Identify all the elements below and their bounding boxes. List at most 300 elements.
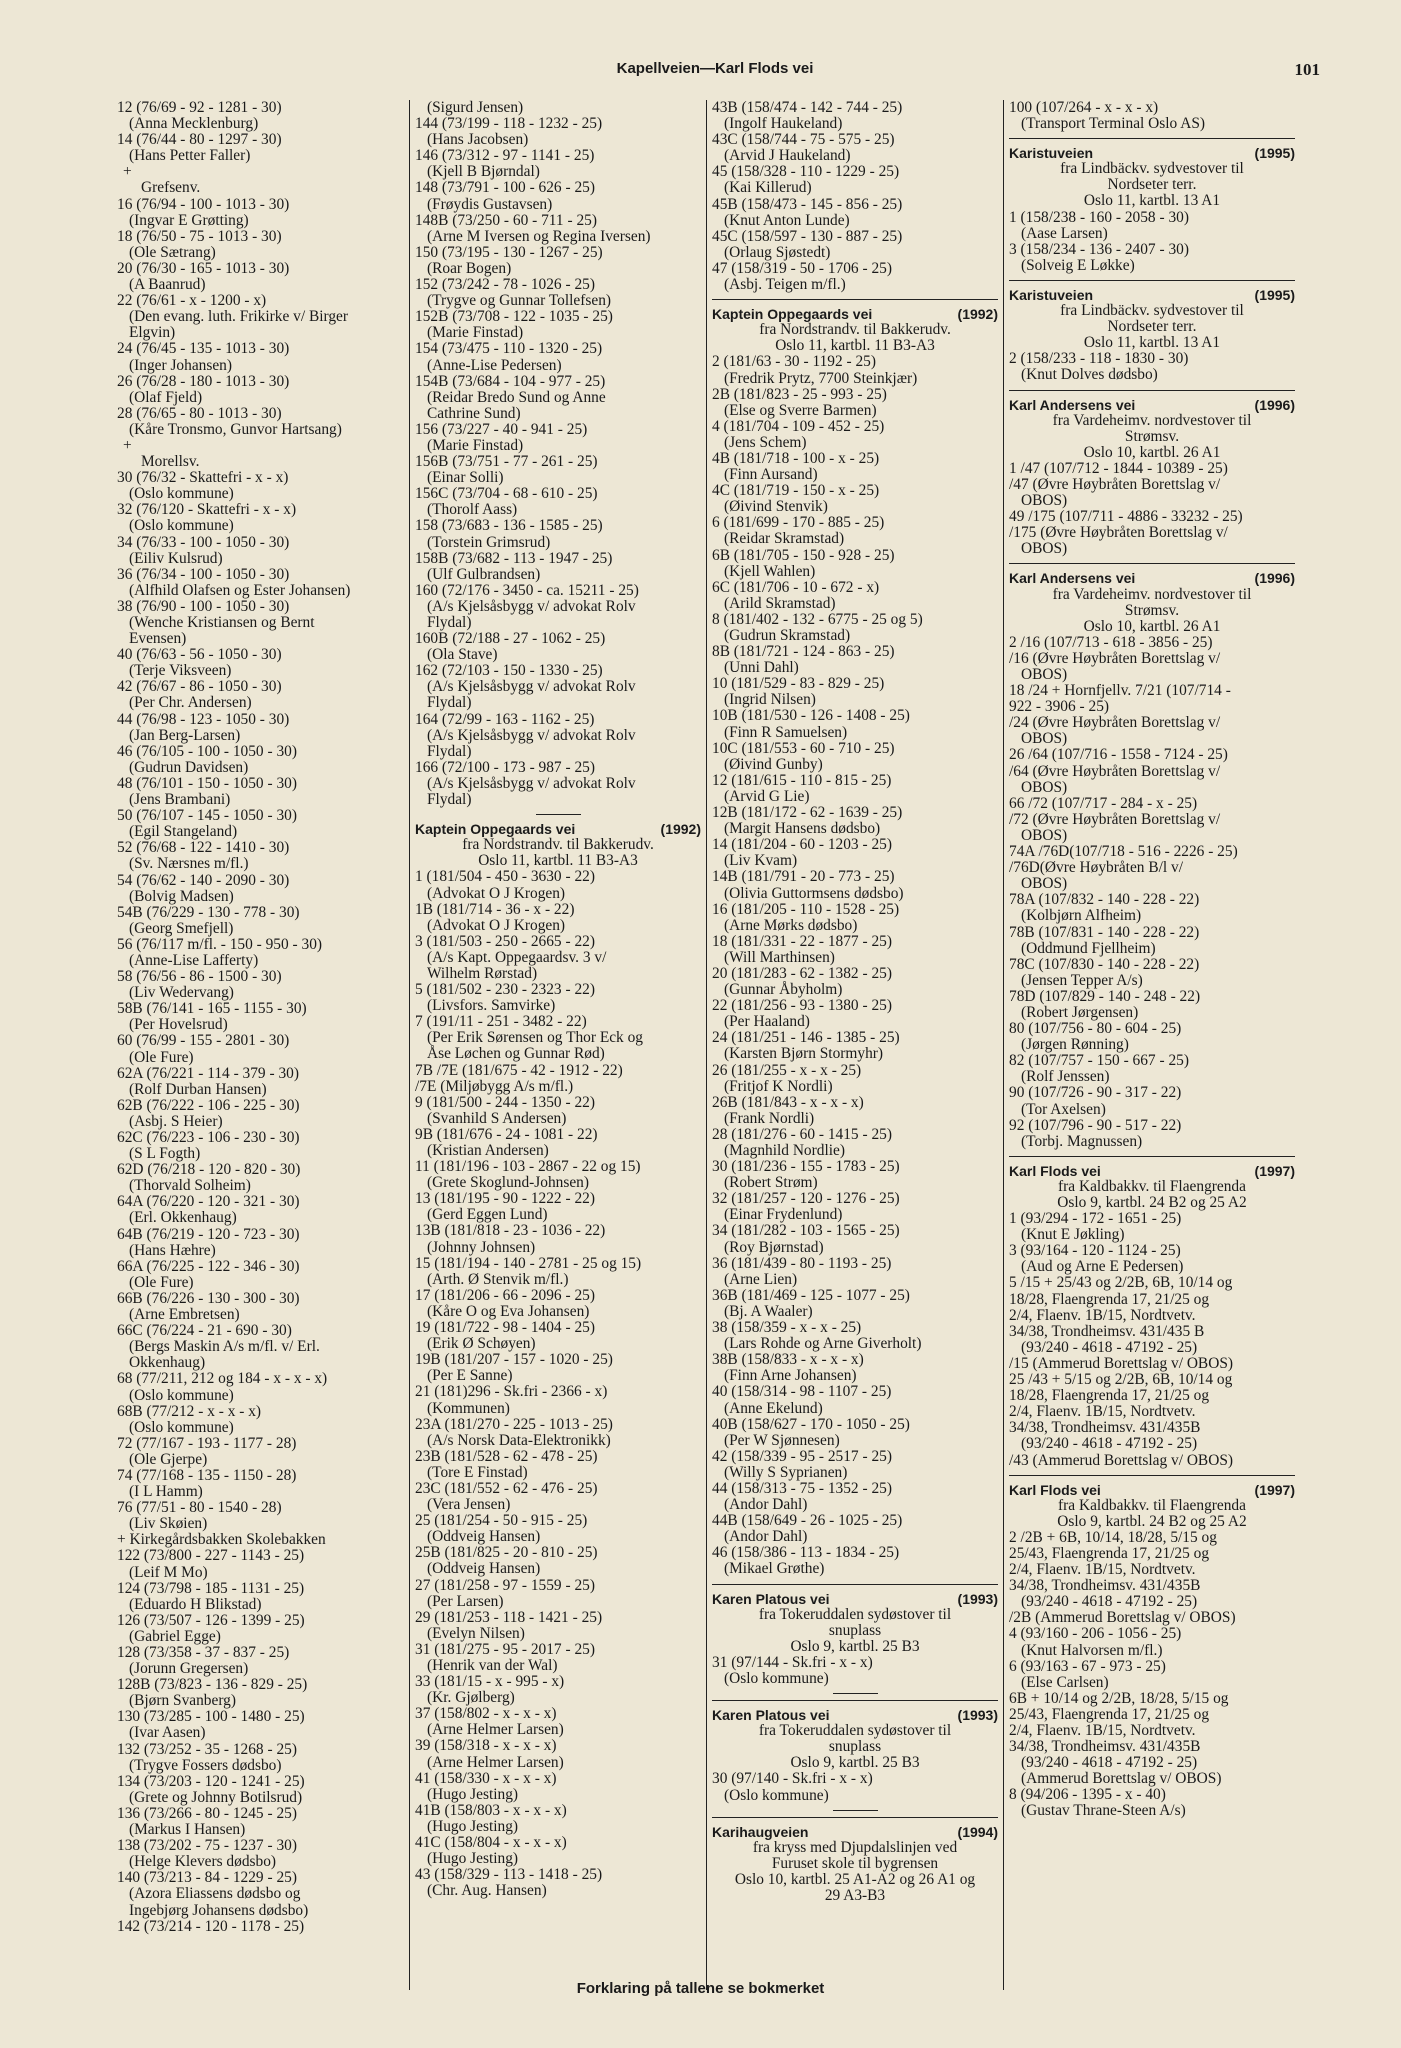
street-description: fra Vardeheimv. nordvestover til <box>1052 585 1252 603</box>
entry-line: 41B (158/803 - x - x - x) <box>415 1801 567 1819</box>
entry-line: 9 (181/500 - 244 - 1350 - 22) <box>415 1093 595 1111</box>
entry-line: (Øivind Stenvik) <box>724 498 828 516</box>
entry-line: 34/38, Trondheimsv. 431/435B <box>1009 1738 1201 1756</box>
entry-line: (Orlaug Sjøstedt) <box>724 243 831 261</box>
entry-line: 14B (181/791 - 20 - 773 - 25) <box>712 868 895 886</box>
entry-line: (Erik Ø Schøyen) <box>427 1335 536 1353</box>
entry-line: 39 (158/318 - x - x - x) <box>415 1737 557 1755</box>
entry-line: 154B (73/684 - 104 - 977 - 25) <box>415 372 606 390</box>
street-description: fra Tokeruddalen sydøstover til <box>758 1605 952 1623</box>
street-description: Furuset skole til bygrensen <box>771 1854 939 1872</box>
entry-line: 36B (181/469 - 125 - 1077 - 25) <box>712 1286 910 1304</box>
street-heading <box>1009 1163 1295 1179</box>
street-name: Kaptein Oppegaards vei <box>415 821 576 838</box>
entry-line: 8 (181/402 - 132 - 6775 - 25 og 5) <box>712 610 923 628</box>
entry-line: (Frank Nordli) <box>724 1109 815 1127</box>
entry-line: (A Baanrud) <box>129 276 206 294</box>
entry-line: 54B (76/229 - 130 - 778 - 30) <box>117 903 300 921</box>
entry-line: 34/38, Trondheimsv. 431/435B <box>1009 1577 1201 1595</box>
entry-line: 158 (73/683 - 136 - 1585 - 25) <box>415 517 603 535</box>
entry-line: 162 (72/103 - 150 - 1330 - 25) <box>415 662 603 680</box>
entry-line: 160 (72/176 - 3450 - ca. 15211 - 25) <box>415 581 639 599</box>
divider <box>536 814 581 815</box>
entry-line: 64B (76/219 - 120 - 723 - 30) <box>117 1225 300 1243</box>
entry-line: (Arvid G Lie) <box>724 787 810 805</box>
page-header <box>110 60 1320 82</box>
entry-line: 43 (158/329 - 113 - 1418 - 25) <box>415 1866 603 1884</box>
entry-line: + <box>123 436 132 454</box>
entry-line: 148B (73/250 - 60 - 711 - 25) <box>415 211 597 229</box>
entry-line: 18/28, Flaengrenda 17, 21/25 og <box>1009 1387 1210 1405</box>
street-description: Oslo 11, kartbl. 11 B3-A3 <box>478 852 638 870</box>
street-description: snuplass <box>828 1621 882 1639</box>
entry-line: 76 (77/51 - 80 - 1540 - 28) <box>117 1499 282 1517</box>
entry-line: (Knut Anton Lunde) <box>724 211 850 229</box>
entry-line: (Henrik van der Wal) <box>427 1657 558 1674</box>
entry-line: 52 (76/68 - 122 - 1410 - 30) <box>117 839 290 857</box>
entry-line: /7E (Miljøbygg A/s m/fl.) <box>415 1077 574 1095</box>
entry-line: (Per Chr. Andersen) <box>129 694 252 712</box>
entry-line: 26 (181/255 - x - x - 25) <box>712 1061 862 1079</box>
entry-line: 130 (73/285 - 100 - 1480 - 25) <box>117 1708 305 1726</box>
street-heading <box>415 821 701 837</box>
entry-line: 43B (158/474 - 142 - 744 - 25) <box>712 100 903 116</box>
divider <box>833 1810 878 1811</box>
street-description: 29 A3-B3 <box>824 1887 886 1905</box>
entry-line: (Eduardo H Blikstad) <box>129 1595 262 1613</box>
street-name: Karen Platous vei <box>712 1590 830 1607</box>
entry-line: (Kristian Andersen) <box>427 1142 549 1159</box>
entry-line: 15 (181/194 - 140 - 2781 - 25 og 15) <box>415 1254 642 1272</box>
entry-line: 14 (181/204 - 60 - 1203 - 25) <box>712 836 892 854</box>
entry-line: 74 (77/168 - 135 - 1150 - 28) <box>117 1466 297 1484</box>
entry-line: 62D (76/218 - 120 - 820 - 30) <box>117 1161 301 1179</box>
street-description: Oslo 9, kartbl. 24 B2 og 25 A2 <box>1057 1512 1247 1530</box>
entry-line: /2B (Ammerud Borettslag v/ OBOS) <box>1009 1609 1236 1627</box>
entry-line: 44B (158/649 - 26 - 1025 - 25) <box>712 1512 903 1530</box>
entry-line: 66 /72 (107/717 - 284 - x - 25) <box>1009 794 1198 812</box>
divider <box>1009 563 1295 564</box>
entry-line: 152 (73/242 - 78 - 1026 - 25) <box>415 276 595 294</box>
entry-line: 46 (76/105 - 100 - 1050 - 30) <box>117 742 297 760</box>
entry-line: 78A (107/832 - 140 - 228 - 22) <box>1009 891 1200 909</box>
entry-line: (Jensen Tepper A/s) <box>1021 971 1143 989</box>
entry-line: 146 (73/312 - 97 - 1141 - 25) <box>415 147 595 165</box>
entry-line: 922 - 3906 - 25) <box>1009 698 1110 716</box>
entry-line: 164 (72/99 - 163 - 1162 - 25) <box>415 710 595 728</box>
entry-line: 30 (76/32 - Skattefri - x - x) <box>117 469 289 487</box>
entry-line: (Azora Eliassens dødsbo og <box>129 1885 301 1903</box>
entry-line: 32 (76/120 - Skattefri - x - x) <box>117 501 297 519</box>
divider <box>833 1693 878 1694</box>
entry-line: 25/43, Flaengrenda 17, 21/25 og <box>1009 1705 1210 1723</box>
entry-line: (Per Hovelsrud) <box>129 1016 228 1034</box>
entry-line: (Finn Arne Johansen) <box>724 1367 857 1385</box>
entry-line: (Evelyn Nilsen) <box>427 1624 525 1642</box>
entry-line: Ingebjørg Johansens dødsbo) <box>129 1901 309 1919</box>
entry-line: (Jens Brambani) <box>129 791 231 809</box>
entry-line: (Finn R Samuelsen) <box>724 723 848 741</box>
entry-line: 34 (181/282 - 103 - 1565 - 25) <box>712 1222 900 1240</box>
entry-line: 1 (181/504 - 450 - 3630 - 22) <box>415 868 595 886</box>
entry-line: (Oddmund Fjellheim) <box>1021 939 1156 957</box>
entry-line: 19 (181/722 - 98 - 1404 - 25) <box>415 1319 595 1337</box>
entry-line: (Thorolf Aass) <box>427 501 518 519</box>
entry-line: (Øivind Gunby) <box>724 755 823 773</box>
entry-line: 25B (181/825 - 20 - 810 - 25) <box>415 1544 598 1562</box>
entry-line: (Egil Stangeland) <box>129 823 238 841</box>
entry-line: (Reidar Skramstad) <box>724 530 845 548</box>
entry-line: 2 (158/233 - 118 - 1830 - 30) <box>1009 350 1189 368</box>
entry-line: 11 (181/196 - 103 - 2867 - 22 og 15) <box>415 1158 641 1176</box>
entry-line: (Bergs Maskin A/s m/fl. v/ Erl. <box>129 1338 320 1356</box>
entry-line: + Kirkegårdsbakken Skolebakken <box>117 1531 326 1549</box>
entry-line: 2 (181/63 - 30 - 1192 - 25) <box>712 353 876 371</box>
entry-line: (Willy S Syprianen) <box>724 1463 848 1481</box>
entry-line: /24 (Øvre Høybråten Borettslag v/ <box>1009 714 1221 732</box>
entry-line: (Anne-Lise Pedersen) <box>427 356 562 374</box>
entry-line: 46 (158/386 - 113 - 1834 - 25) <box>712 1544 900 1562</box>
entry-line: /175 (Øvre Høybråten Borettslag v/ <box>1009 524 1228 542</box>
entry-line: (Einar Frydenlund) <box>724 1206 843 1224</box>
entry-line: 28 (76/65 - 80 - 1013 - 30) <box>117 404 282 422</box>
entry-line: 122 (73/800 - 227 - 1143 - 25) <box>117 1547 305 1565</box>
entry-line: 2/4, Flaenv. 1B/15, Nordtvetv. <box>1009 1403 1196 1421</box>
entry-line: (Per W Sjønnesen) <box>724 1431 840 1449</box>
entry-line: 124 (73/798 - 185 - 1131 - 25) <box>117 1579 305 1597</box>
street-heading <box>1009 287 1295 303</box>
entry-line: 128 (73/358 - 37 - 837 - 25) <box>117 1644 290 1661</box>
entry-line: Elgvin) <box>129 324 176 342</box>
street-name: Karistuveien <box>1009 286 1094 303</box>
entry-line: OBOS) <box>1021 778 1068 796</box>
street-name: Kaptein Oppegaards vei <box>712 306 873 323</box>
entry-line: 58 (76/56 - 86 - 1500 - 30) <box>117 968 282 986</box>
entry-line: 6B + 10/14 og 2/2B, 18/28, 5/15 og <box>1009 1689 1229 1707</box>
entry-line: 49 /175 (107/711 - 4886 - 33232 - 25) <box>1009 508 1243 526</box>
entry-line: (Jørgen Rønning) <box>1021 1036 1129 1054</box>
entry-line: (Oddveig Hansen) <box>427 1560 541 1578</box>
street-heading <box>1009 145 1295 161</box>
entry-line: (Kr. Gjølberg) <box>427 1689 515 1707</box>
entry-line: (Liv Skøien) <box>129 1515 208 1533</box>
entry-line: /76D(Øvre Høybråten B/l v/ <box>1009 859 1183 877</box>
entry-line: (Sigurd Jensen) <box>427 100 524 116</box>
entry-line: (Oslo kommune) <box>724 1670 829 1687</box>
entry-line: (Asbj. S Heier) <box>129 1112 223 1130</box>
entry-line: 26 /64 (107/716 - 1558 - 7124 - 25) <box>1009 746 1228 764</box>
entry-line: (Aud og Arne E Pedersen) <box>1021 1258 1184 1276</box>
entry-line: 78D (107/829 - 140 - 248 - 22) <box>1009 987 1201 1005</box>
street-name: Karen Platous vei <box>712 1707 830 1724</box>
entry-line: (Terje Viksveen) <box>129 662 232 680</box>
entry-line: (Leif M Mo) <box>129 1563 208 1581</box>
entry-line: (Ingolf Haukeland) <box>724 115 843 133</box>
entry-line: 144 (73/199 - 118 - 1232 - 25) <box>415 115 603 133</box>
entry-line: (Unni Dahl) <box>724 659 799 677</box>
entry-line: (Advokat O J Krogen) <box>427 884 566 902</box>
entry-line: (Roar Bogen) <box>427 259 512 277</box>
entry-line: (Ole Fure) <box>129 1273 194 1291</box>
street-year: (1996) <box>1254 396 1295 413</box>
entry-line: (A/s Kjelsåsbygg v/ advokat Rolv <box>427 726 636 744</box>
column-3 <box>706 100 1003 1990</box>
entry-line: 25/43, Flaengrenda 17, 21/25 og <box>1009 1544 1210 1562</box>
entry-line: 18 (181/331 - 22 - 1877 - 25) <box>712 932 892 950</box>
entry-line: OBOS) <box>1021 666 1068 683</box>
entry-line: 45 (158/328 - 110 - 1229 - 25) <box>712 163 900 181</box>
entry-line: (A/s Kjelsåsbygg v/ advokat Rolv <box>427 678 636 696</box>
entry-line: 9B (181/676 - 24 - 1081 - 22) <box>415 1125 598 1143</box>
entry-line: (Mikael Grøthe) <box>724 1560 825 1578</box>
entry-line: 18/28, Flaengrenda 17, 21/25 og <box>1009 1290 1210 1308</box>
street-description: fra Nordstrandv. til Bakkerudv. <box>462 836 654 854</box>
entry-line: 62A (76/221 - 114 - 379 - 30) <box>117 1064 299 1082</box>
entry-line: /64 (Øvre Høybråten Borettslag v/ <box>1009 762 1221 780</box>
street-name: Karl Andersens vei <box>1009 570 1136 587</box>
street-description: Oslo 10, kartbl. 26 A1 <box>1083 443 1221 461</box>
entry-line: (Gustav Thrane-Steen A/s) <box>1021 1802 1186 1820</box>
entry-line: (Den evang. luth. Frikirke v/ Birger <box>129 308 348 326</box>
entry-line: 21 (181)296 - Sk.fri - 2366 - x) <box>415 1383 608 1401</box>
entry-line: (Svanhild S Andersen) <box>427 1109 567 1127</box>
entry-line: 22 (181/256 - 93 - 1380 - 25) <box>712 997 892 1015</box>
entry-line: Wilhelm Rørstad) <box>427 964 538 982</box>
entry-line: 8 (94/206 - 1395 - x - 40) <box>1009 1786 1166 1804</box>
entry-line: (Arne Mørks dødsbo) <box>724 916 858 934</box>
entry-line: 160B (72/188 - 27 - 1062 - 25) <box>415 630 606 648</box>
directory-columns <box>112 100 1327 1990</box>
entry-line: 34/38, Trondheimsv. 431/435 B <box>1009 1322 1205 1340</box>
entry-line: (Oslo kommune) <box>129 1386 234 1404</box>
entry-line: 37 (158/802 - x - x - x) <box>415 1705 557 1723</box>
entry-line: (Hugo Jesting) <box>427 1785 519 1803</box>
entry-line: (Knut E Jøkling) <box>1021 1226 1125 1244</box>
entry-line: 44 (76/98 - 123 - 1050 - 30) <box>117 710 290 728</box>
entry-line: Flydal) <box>427 694 472 712</box>
entry-line: 2/4, Flaenv. 1B/15, Nordtvetv. <box>1009 1722 1196 1739</box>
entry-line: (A/s Norsk Data-Elektronikk) <box>427 1431 611 1449</box>
entry-line: (Grete Skoglund-Johnsen) <box>427 1174 589 1192</box>
entry-line: (Thorvald Solheim) <box>129 1177 251 1195</box>
entry-line: 3 (93/164 - 120 - 1124 - 25) <box>1009 1242 1181 1260</box>
entry-line: (Margit Hansens dødsbo) <box>724 820 881 838</box>
street-heading <box>1009 1482 1295 1498</box>
entry-line: 34 (76/33 - 100 - 1050 - 30) <box>117 533 290 551</box>
divider <box>712 1584 998 1585</box>
entry-line: (Reidar Bredo Sund og Anne <box>427 388 606 406</box>
entry-line: (Anne Ekelund) <box>724 1399 823 1417</box>
entry-line: 17 (181/206 - 66 - 2096 - 25) <box>415 1286 595 1304</box>
entry-line: 40 (76/63 - 56 - 1050 - 30) <box>117 646 282 664</box>
entry-line: 42 (76/67 - 86 - 1050 - 30) <box>117 678 282 696</box>
entry-line: OBOS) <box>1021 730 1068 748</box>
entry-line: (Will Marthinsen) <box>724 948 835 966</box>
entry-line: (Bolvig Madsen) <box>129 887 234 905</box>
entry-line: 166 (72/100 - 173 - 987 - 25) <box>415 758 595 776</box>
street-description: Oslo 9, kartbl. 24 B2 og 25 A2 <box>1057 1194 1247 1211</box>
entry-line: (93/240 - 4618 - 47192 - 25) <box>1021 1593 1198 1611</box>
entry-line: (Georg Smefjell) <box>129 919 234 937</box>
entry-line: 29 (181/253 - 118 - 1421 - 25) <box>415 1608 603 1626</box>
entry-line: 10B (181/530 - 126 - 1408 - 25) <box>712 707 910 725</box>
street-year: (1993) <box>957 1707 998 1724</box>
entry-line: 38B (158/833 - x - x - x) <box>712 1351 864 1369</box>
entry-line: 48 (76/101 - 150 - 1050 - 30) <box>117 774 297 792</box>
entry-line: 58B (76/141 - 165 - 1155 - 30) <box>117 1000 307 1018</box>
entry-line: 40B (158/627 - 170 - 1050 - 25) <box>712 1415 910 1433</box>
entry-line: 78C (107/830 - 140 - 228 - 22) <box>1009 955 1200 973</box>
street-description: Nordseter terr. <box>1107 318 1197 336</box>
entry-line: 54 (76/62 - 140 - 2090 - 30) <box>117 871 290 889</box>
entry-line: 64A (76/220 - 120 - 321 - 30) <box>117 1193 300 1211</box>
entry-line: (Asbj. Teigen m/fl.) <box>724 276 846 294</box>
entry-line: 5 (181/502 - 230 - 2323 - 22) <box>415 981 595 999</box>
street-description: Oslo 10, kartbl. 26 A1 <box>1083 617 1221 635</box>
entry-line: OBOS) <box>1021 826 1068 844</box>
entry-line: 7 (191/11 - 251 - 3482 - 22) <box>415 1013 587 1031</box>
entry-line: (Advokat O J Krogen) <box>427 916 566 934</box>
column-1 <box>112 100 409 1990</box>
entry-line: (Anna Mecklenburg) <box>129 115 259 133</box>
entry-line: (Ingrid Nilsen) <box>724 691 816 709</box>
entry-line: /43 (Ammerud Borettslag v/ OBOS) <box>1009 1451 1233 1469</box>
entry-line: (Gunnar Åbyholm) <box>724 981 843 999</box>
entry-line: (Else og Sverre Barmen) <box>724 401 877 419</box>
entry-line: 4B (181/718 - 100 - x - 25) <box>712 449 880 467</box>
entry-line: (Ingvar E Grøtting) <box>129 211 249 229</box>
entry-line: 66C (76/224 - 21 - 690 - 30) <box>117 1322 292 1340</box>
entry-line: (Per Haaland) <box>724 1013 810 1031</box>
entry-line: 66B (76/226 - 130 - 300 - 30) <box>117 1289 300 1307</box>
entry-line: (Marie Finstad) <box>427 436 524 454</box>
street-name: Karl Andersens vei <box>1009 396 1136 413</box>
entry-line: /72 (Øvre Høybråten Borettslag v/ <box>1009 810 1221 828</box>
entry-line: 126 (73/507 - 126 - 1399 - 25) <box>117 1611 305 1629</box>
entry-line: (Tor Axelsen) <box>1021 1100 1106 1118</box>
entry-line: (Kåre O og Eva Johansen) <box>427 1302 590 1320</box>
street-description: Oslo 9, kartbl. 25 B3 <box>790 1754 920 1772</box>
entry-line: OBOS) <box>1021 540 1068 558</box>
entry-line: (Rolf Durban Hansen) <box>129 1080 267 1098</box>
entry-line: 18 (76/50 - 75 - 1013 - 30) <box>117 227 282 245</box>
street-heading <box>712 306 998 322</box>
entry-line: (Chr. Aug. Hansen) <box>427 1882 547 1900</box>
entry-line: (93/240 - 4618 - 47192 - 25) <box>1021 1338 1198 1356</box>
entry-line: (Kai Killerud) <box>724 179 812 197</box>
entry-line: (Alfhild Olafsen og Ester Johansen) <box>129 581 351 599</box>
divider <box>712 1700 998 1701</box>
entry-line: (Hugo Jesting) <box>427 1850 519 1868</box>
street-description: fra Kaldbakkv. til Flaengrenda <box>1058 1496 1246 1514</box>
entry-line: 128B (73/823 - 136 - 829 - 25) <box>117 1676 308 1694</box>
entry-line: Okkenhaug) <box>129 1354 206 1372</box>
entry-line: 12 (181/615 - 110 - 815 - 25) <box>712 771 892 789</box>
entry-line: (Olaf Fjeld) <box>129 388 203 406</box>
entry-line: (Hans Jacobsen) <box>427 131 529 149</box>
entry-line: 8B (181/721 - 124 - 863 - 25) <box>712 643 895 661</box>
entry-line: Grefsenv. <box>141 179 201 197</box>
entry-line: 3 (181/503 - 250 - 2665 - 22) <box>415 932 595 950</box>
street-description: Oslo 11, kartbl. 13 A1 <box>1083 192 1221 210</box>
divider <box>1009 1475 1295 1476</box>
entry-line: 50 (76/107 - 145 - 1050 - 30) <box>117 807 297 825</box>
entry-line: 13 (181/195 - 90 - 1222 - 22) <box>415 1190 595 1208</box>
entry-line: 142 (73/214 - 120 - 1178 - 25) <box>117 1917 305 1935</box>
entry-line: 156B (73/751 - 77 - 261 - 25) <box>415 453 598 471</box>
column-4 <box>1003 100 1300 1990</box>
entry-line: 140 (73/213 - 84 - 1229 - 25) <box>117 1869 297 1887</box>
street-description: fra Tokeruddalen sydøstover til <box>758 1722 952 1740</box>
entry-line: (S L Fogth) <box>129 1145 201 1163</box>
entry-line: 30 (181/236 - 155 - 1783 - 25) <box>712 1158 900 1176</box>
entry-line: 152B (73/708 - 122 - 1035 - 25) <box>415 308 613 326</box>
entry-line: (Finn Aursand) <box>724 466 818 484</box>
entry-line: (Ivar Aasen) <box>129 1724 206 1742</box>
entry-line: (Ole Gjerpe) <box>129 1450 208 1468</box>
street-year: (1995) <box>1254 145 1295 162</box>
entry-line: (Jorunn Gregersen) <box>129 1660 249 1678</box>
entry-line: (Fritjof K Nordli) <box>724 1077 833 1095</box>
street-name: Karistuveien <box>1009 145 1094 162</box>
entry-line: 42 (158/339 - 95 - 2517 - 25) <box>712 1447 892 1465</box>
entry-line: 154 (73/475 - 110 - 1320 - 25) <box>415 340 603 358</box>
entry-line: (Rolf Jenssen) <box>1021 1068 1110 1086</box>
entry-line: (Bj. A Waaler) <box>724 1302 813 1320</box>
entry-line: 41 (158/330 - x - x - x) <box>415 1769 557 1787</box>
entry-line: 82 (107/757 - 150 - 667 - 25) <box>1009 1052 1189 1070</box>
street-description: fra Nordstrandv. til Bakkerudv. <box>759 321 951 339</box>
entry-line: (Wenche Kristiansen og Bernt <box>129 614 315 631</box>
entry-line: (Hugo Jesting) <box>427 1817 519 1835</box>
entry-line: 148 (73/791 - 100 - 626 - 25) <box>415 179 595 197</box>
entry-line: 16 (181/205 - 110 - 1528 - 25) <box>712 900 900 918</box>
street-name: Karl Flods vei <box>1009 1162 1101 1179</box>
entry-line: (Aase Larsen) <box>1021 224 1108 242</box>
entry-line: 78B (107/831 - 140 - 228 - 22) <box>1009 923 1200 941</box>
entry-line: (93/240 - 4618 - 47192 - 25) <box>1021 1435 1198 1453</box>
street-description: Oslo 11, kartbl. 11 B3-A3 <box>775 337 935 355</box>
entry-line: 3 (158/234 - 136 - 2407 - 30) <box>1009 240 1189 258</box>
entry-line: (Oslo kommune) <box>129 517 234 535</box>
entry-line: (Ulf Gulbrandsen) <box>427 565 541 583</box>
street-description: Strømsv. <box>1124 427 1180 445</box>
entry-line: 136 (73/266 - 80 - 1245 - 25) <box>117 1804 297 1822</box>
entry-line: (Ole Sætrang) <box>129 243 216 261</box>
entry-line: (Per E Sanne) <box>427 1367 513 1385</box>
entry-line: (Fredrik Prytz, 7700 Steinkjær) <box>724 369 918 387</box>
entry-line: 27 (181/258 - 97 - 1559 - 25) <box>415 1576 595 1594</box>
entry-line: Morellsv. <box>141 453 200 471</box>
street-description: fra Vardeheimv. nordvestover til <box>1052 411 1252 429</box>
entry-line: 2 /2B + 6B, 10/14, 18/28, 5/15 og <box>1009 1528 1217 1546</box>
entry-line: 4 (93/160 - 206 - 1056 - 25) <box>1009 1625 1182 1643</box>
entry-line: Flydal) <box>427 614 472 631</box>
entry-line: 150 (73/195 - 130 - 1267 - 25) <box>415 243 603 261</box>
street-description: fra Kaldbakkv. til Flaengrenda <box>1058 1177 1246 1195</box>
entry-line: (Jan Berg-Larsen) <box>129 726 241 744</box>
entry-line: (Ole Fure) <box>129 1048 194 1066</box>
entry-line: 156 (73/227 - 40 - 941 - 25) <box>415 420 588 438</box>
entry-line: (Per Erik Sørensen og Thor Eck og <box>427 1029 643 1047</box>
street-description: Nordseter terr. <box>1107 176 1197 194</box>
entry-line: (A/s Kapt. Oppegaardsv. 3 v/ <box>427 948 607 966</box>
entry-line: (Torbj. Magnussen) <box>1021 1132 1143 1150</box>
entry-line: 16 (76/94 - 100 - 1013 - 30) <box>117 195 290 213</box>
entry-line: (Eiliv Kulsrud) <box>129 549 223 567</box>
entry-line: 4C (181/719 - 150 - x - 25) <box>712 482 880 500</box>
entry-line: 45B (158/473 - 145 - 856 - 25) <box>712 195 903 213</box>
